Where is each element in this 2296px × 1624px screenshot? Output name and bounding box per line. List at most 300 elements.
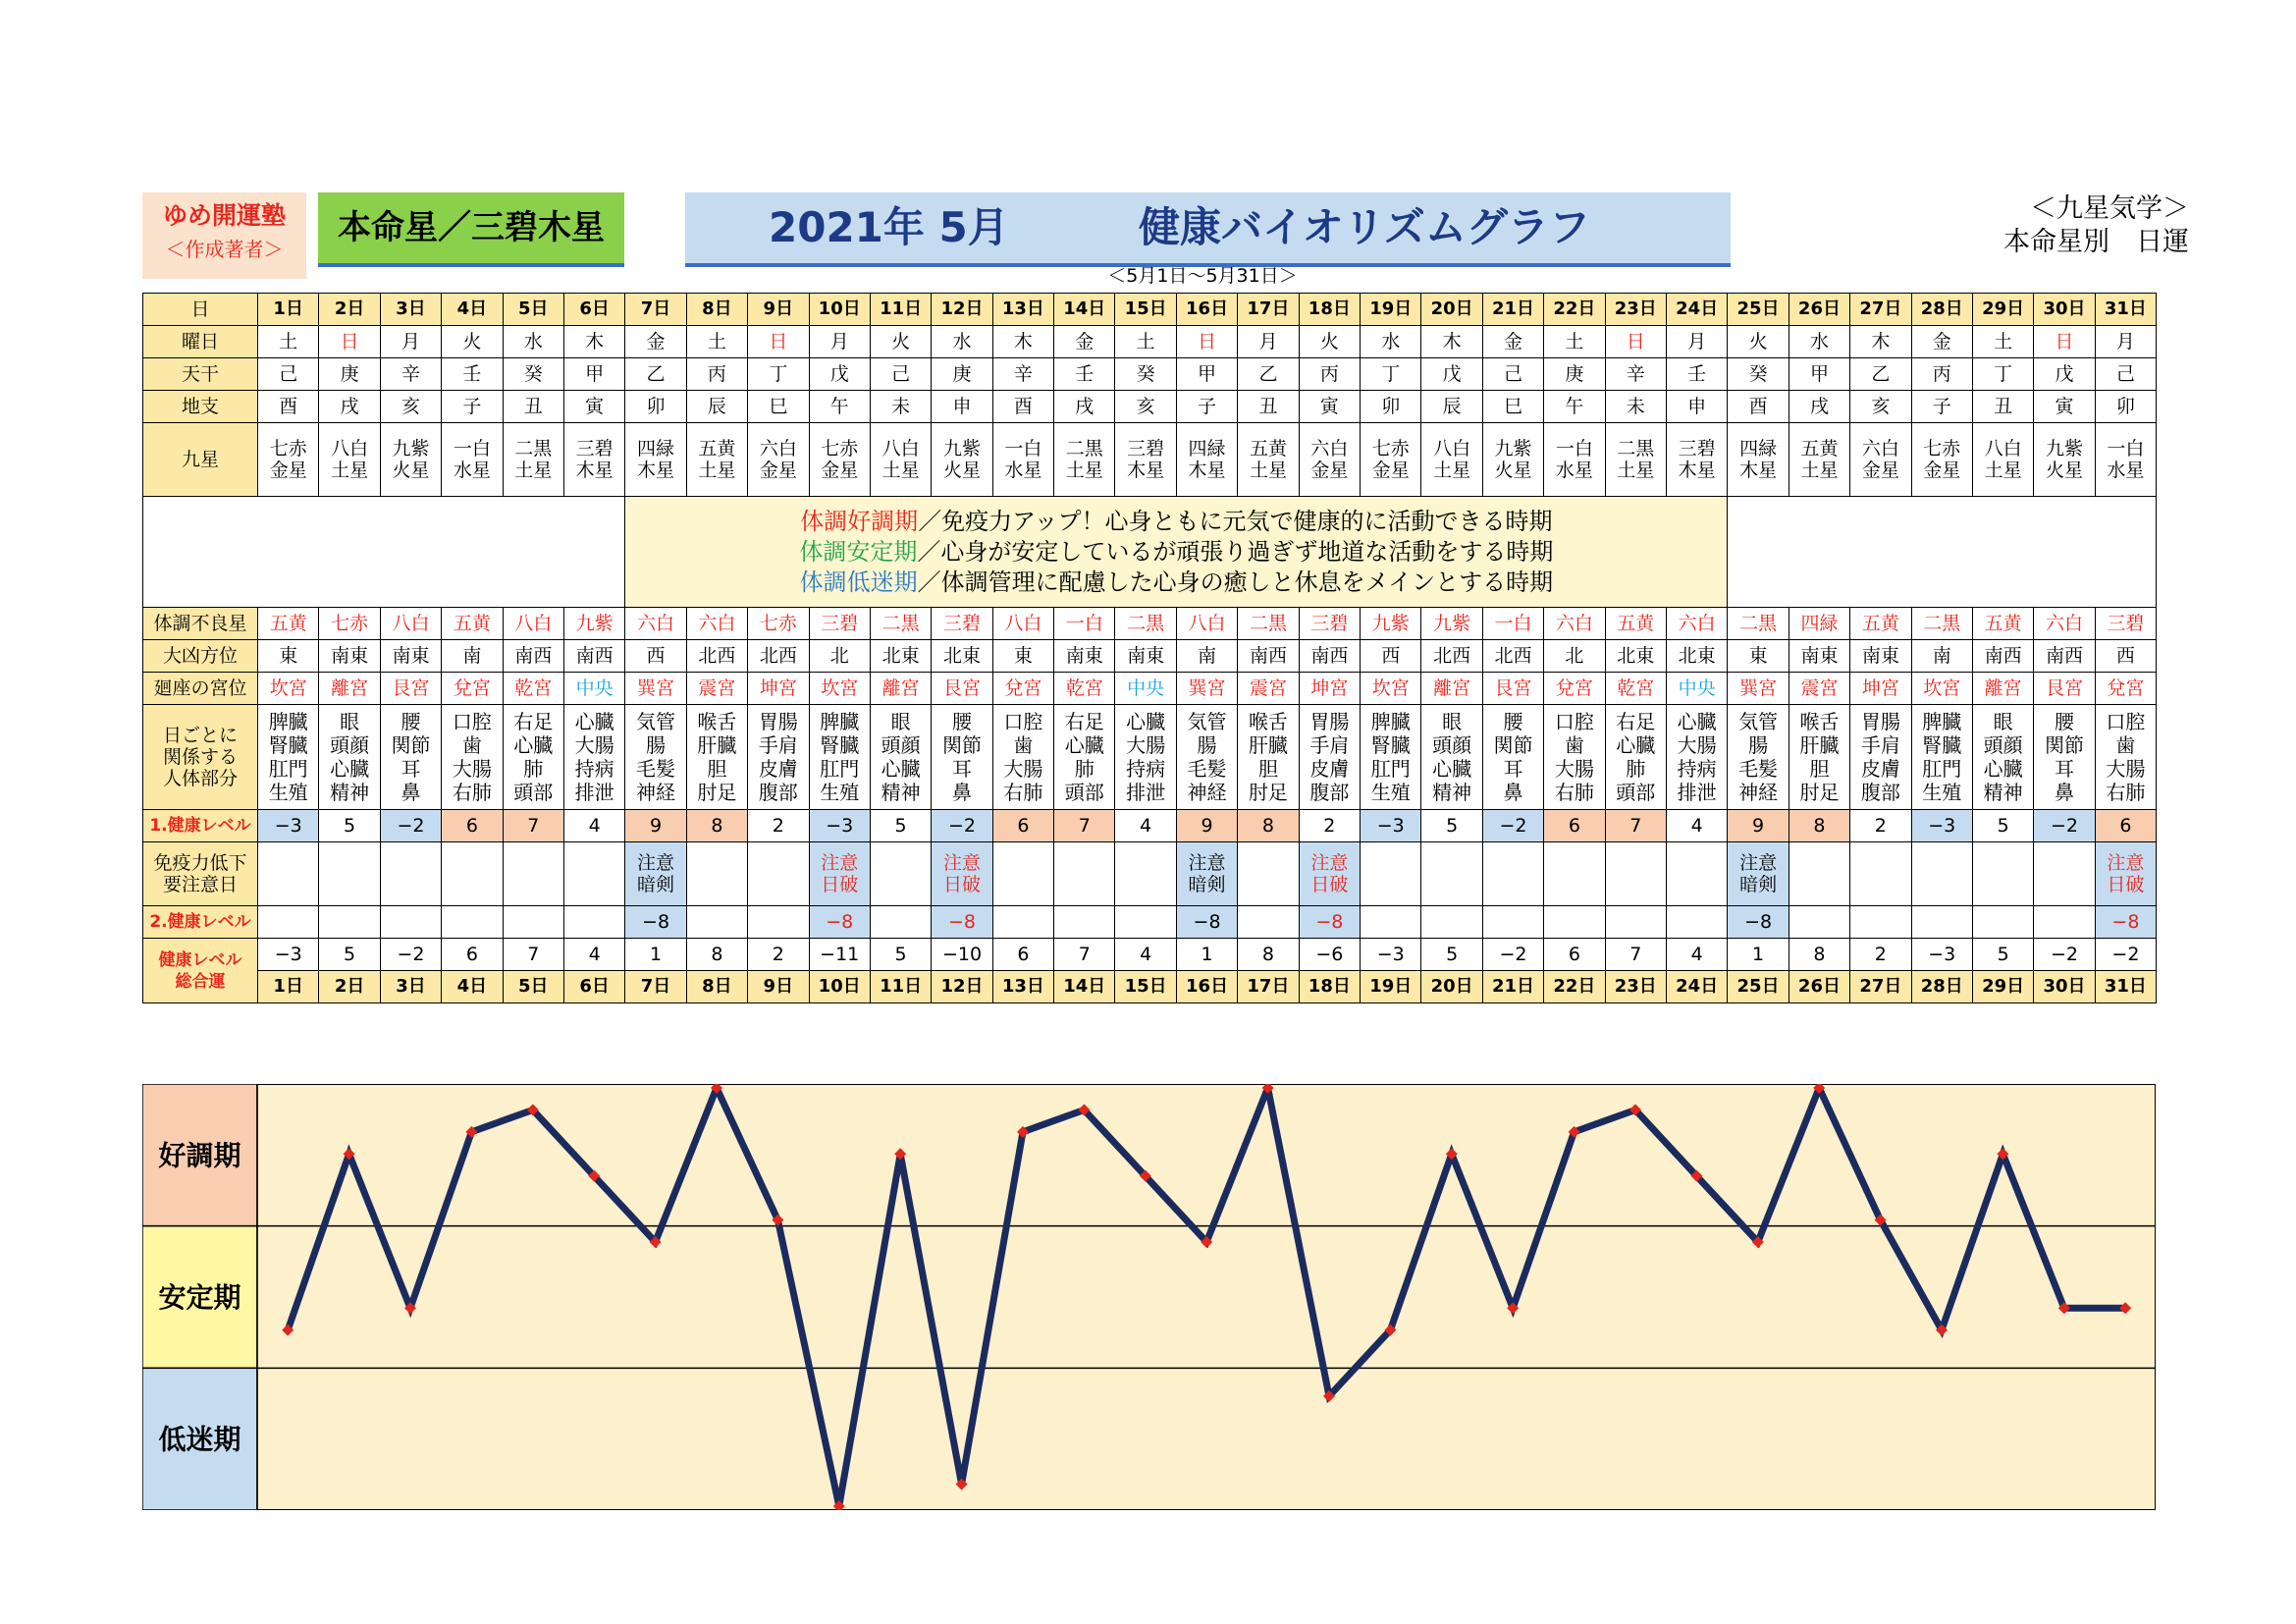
direction-cell: 南 — [1176, 640, 1237, 673]
direction-cell: 北 — [1544, 640, 1605, 673]
weekday-cell: 土 — [686, 326, 747, 358]
tenkan-cell: 丁 — [1361, 358, 1421, 391]
weekday-cell: 金 — [1054, 326, 1115, 358]
health-level1-cell: 7 — [1054, 810, 1115, 842]
day-cell: 28日 — [1911, 971, 1972, 1003]
row-kyusei — [143, 423, 2157, 497]
palace-cell: 坎宮 — [809, 673, 870, 705]
chishi-cell: 卯 — [2095, 391, 2156, 423]
tenkan-cell: 壬 — [1054, 358, 1115, 391]
day-cell: 30日 — [2034, 294, 2095, 326]
tenkan-cell: 戊 — [809, 358, 870, 391]
body-part-cell: 喉舌 肝臓 胆 肘足 — [1789, 705, 1849, 810]
health-level1-cell: 2 — [1850, 810, 1911, 842]
health-level2-cell — [1972, 906, 2033, 939]
day-cell: 13日 — [992, 294, 1053, 326]
total-level-cell: 5 — [870, 939, 931, 971]
caution-cell — [442, 842, 503, 906]
row-label-level2: 2.健康レベル — [143, 906, 258, 939]
health-level1-cell: 5 — [1972, 810, 2033, 842]
legend-good — [625, 507, 1727, 537]
palace-cell: 離宮 — [870, 673, 931, 705]
body-part-cell: 腰 関節 耳 鼻 — [380, 705, 441, 810]
chishi-cell: 卯 — [625, 391, 686, 423]
day-cell: 27日 — [1850, 294, 1911, 326]
chishi-cell: 酉 — [258, 391, 319, 423]
day-cell: 5日 — [503, 294, 563, 326]
weekday-cell: 金 — [1911, 326, 1972, 358]
kyusei-cell: 一白 水星 — [1544, 423, 1605, 497]
furyo-cell: 三碧 — [2095, 608, 2156, 640]
total-level-cell: −2 — [2095, 939, 2156, 971]
caution-cell: 注意 暗剣 — [625, 842, 686, 906]
date-range: ＜5月1日～5月31日＞ — [1107, 265, 1298, 287]
total-level-cell: −3 — [1361, 939, 1421, 971]
direction-cell: 南東 — [1054, 640, 1115, 673]
health-level2-cell — [442, 906, 503, 939]
direction-cell: 南西 — [1238, 640, 1299, 673]
caution-cell — [1850, 842, 1911, 906]
body-part-cell: 右足 心臓 肺 頭部 — [1605, 705, 1666, 810]
chishi-cell: 丑 — [1972, 391, 2033, 423]
palace-cell: 艮宮 — [2034, 673, 2095, 705]
kyusei-cell: 八白 土星 — [1421, 423, 1482, 497]
day-cell: 1日 — [258, 971, 319, 1003]
legend-low-term: 体調低迷期 — [799, 568, 918, 596]
kyusei-cell: 七赤 金星 — [258, 423, 319, 497]
health-level2-cell — [870, 906, 931, 939]
day-cell: 1日 — [258, 294, 319, 326]
kyusei-cell: 七赤 金星 — [1361, 423, 1421, 497]
health-level1-cell: 2 — [748, 810, 809, 842]
day-cell: 4日 — [442, 294, 503, 326]
palace-cell: 巽宮 — [1728, 673, 1789, 705]
palace-cell: 坎宮 — [258, 673, 319, 705]
kyusei-cell: 五黄 土星 — [1789, 423, 1849, 497]
chishi-cell: 亥 — [1115, 391, 1176, 423]
direction-cell: 東 — [1728, 640, 1789, 673]
furyo-cell: 五黄 — [442, 608, 503, 640]
weekday-cell: 土 — [1115, 326, 1176, 358]
furyo-cell: 九紫 — [1361, 608, 1421, 640]
health-level1-cell: 6 — [992, 810, 1053, 842]
direction-cell: 南東 — [380, 640, 441, 673]
body-part-cell: 右足 心臓 肺 頭部 — [503, 705, 563, 810]
total-level-cell: 1 — [625, 939, 686, 971]
weekday-cell: 日 — [319, 326, 380, 358]
caution-cell: 注意 日破 — [932, 842, 992, 906]
weekday-cell: 日 — [1176, 326, 1237, 358]
day-cell: 14日 — [1054, 971, 1115, 1003]
furyo-cell: 二黒 — [1728, 608, 1789, 640]
furyo-cell: 八白 — [380, 608, 441, 640]
weekday-cell: 火 — [870, 326, 931, 358]
tenkan-cell: 己 — [1482, 358, 1543, 391]
palace-cell: 乾宮 — [1605, 673, 1666, 705]
health-level1-cell: 6 — [442, 810, 503, 842]
row-label-chishi: 地支 — [143, 391, 258, 423]
body-part-cell: 喉舌 肝臓 胆 肘足 — [686, 705, 747, 810]
caution-cell — [563, 842, 624, 906]
body-part-cell: 右足 心臓 肺 頭部 — [1054, 705, 1115, 810]
day-cell: 20日 — [1421, 971, 1482, 1003]
health-level2-cell — [1054, 906, 1115, 939]
day-cell: 4日 — [442, 971, 503, 1003]
kyusei-cell: 六白 金星 — [1299, 423, 1360, 497]
day-cell: 13日 — [992, 971, 1053, 1003]
palace-cell: 巽宮 — [625, 673, 686, 705]
day-cell: 5日 — [503, 971, 563, 1003]
health-level2-cell: −8 — [1728, 906, 1789, 939]
row-day — [143, 294, 2157, 326]
body-part-cell: 胃腸 手肩 皮膚 腹部 — [1850, 705, 1911, 810]
palace-cell: 坤宮 — [748, 673, 809, 705]
furyo-cell: 二黒 — [1115, 608, 1176, 640]
row-label-kaiza: 廻座の宮位 — [143, 673, 258, 705]
page-title: 健康バイオリズムグラフ — [1139, 203, 1590, 251]
furyo-cell: 二黒 — [1238, 608, 1299, 640]
kyusei-cell: 一白 水星 — [992, 423, 1053, 497]
kyusei-cell: 九紫 火星 — [2034, 423, 2095, 497]
caution-cell — [503, 842, 563, 906]
row-label-total: 健康レベル 総合運 — [143, 939, 258, 1003]
weekday-cell: 月 — [1238, 326, 1299, 358]
day-cell: 9日 — [748, 971, 809, 1003]
palace-cell: 離宮 — [319, 673, 380, 705]
health-level1-cell: 8 — [1789, 810, 1849, 842]
kyusei-cell: 三碧 木星 — [563, 423, 624, 497]
total-level-cell: 8 — [1789, 939, 1849, 971]
caution-cell: 注意 暗剣 — [1176, 842, 1237, 906]
row-label-kyusei: 九星 — [143, 423, 258, 497]
row-chishi — [143, 391, 2157, 423]
body-part-cell: 胃腸 手肩 皮膚 腹部 — [748, 705, 809, 810]
kyusei-cell: 四緑 木星 — [625, 423, 686, 497]
health-level1-cell: −3 — [258, 810, 319, 842]
total-level-cell: 6 — [442, 939, 503, 971]
day-cell: 21日 — [1482, 294, 1543, 326]
day-cell: 19日 — [1361, 971, 1421, 1003]
row-total — [143, 939, 2157, 971]
total-level-cell: −6 — [1299, 939, 1360, 971]
total-level-cell: 8 — [686, 939, 747, 971]
direction-cell: 北東 — [1605, 640, 1666, 673]
kyusei-cell: 八白 土星 — [1972, 423, 2033, 497]
health-level2-cell — [1605, 906, 1666, 939]
palace-cell: 坎宮 — [1911, 673, 1972, 705]
row-label-day: 日 — [143, 294, 258, 326]
direction-cell: 北 — [809, 640, 870, 673]
health-level2-cell — [258, 906, 319, 939]
health-level2-cell — [1482, 906, 1543, 939]
day-cell: 24日 — [1666, 294, 1727, 326]
chishi-cell: 酉 — [1728, 391, 1789, 423]
row-label-caution: 免疫力低下 要注意日 — [143, 842, 258, 906]
tenkan-cell: 丙 — [1299, 358, 1360, 391]
day-cell: 10日 — [809, 294, 870, 326]
tenkan-cell: 庚 — [932, 358, 992, 391]
chishi-cell: 午 — [1544, 391, 1605, 423]
row-furyo — [143, 608, 2157, 640]
direction-cell: 南西 — [563, 640, 624, 673]
caution-cell — [1421, 842, 1482, 906]
tenkan-cell: 癸 — [1728, 358, 1789, 391]
weekday-cell: 木 — [1421, 326, 1482, 358]
palace-cell: 兌宮 — [442, 673, 503, 705]
caution-cell — [1666, 842, 1727, 906]
total-level-cell: −3 — [258, 939, 319, 971]
weekday-cell: 月 — [1666, 326, 1727, 358]
row-label-furyo: 体調不良星 — [143, 608, 258, 640]
body-part-cell: 脾臓 腎臓 肛門 生殖 — [1911, 705, 1972, 810]
total-level-cell: 2 — [1850, 939, 1911, 971]
kyusei-cell: 六白 金星 — [1850, 423, 1911, 497]
day-cell: 26日 — [1789, 294, 1849, 326]
day-cell: 22日 — [1544, 971, 1605, 1003]
health-level1-cell: 7 — [1605, 810, 1666, 842]
health-level2-cell — [380, 906, 441, 939]
weekday-cell: 月 — [380, 326, 441, 358]
palace-cell: 離宮 — [1421, 673, 1482, 705]
caution-cell — [870, 842, 931, 906]
furyo-cell: 三碧 — [809, 608, 870, 640]
kyusei-subtitle: 本命星別 日運 — [2003, 227, 2189, 257]
palace-cell: 艮宮 — [932, 673, 992, 705]
tenkan-cell: 丁 — [748, 358, 809, 391]
legend-blank-left — [143, 497, 625, 608]
health-level2-cell: −8 — [625, 906, 686, 939]
kyusei-cell: 七赤 金星 — [1911, 423, 1972, 497]
total-level-cell: 4 — [1666, 939, 1727, 971]
kyusei-title: ＜九星気学＞ — [2030, 193, 2189, 224]
body-part-cell: 心臓 大腸 持病 排泄 — [1666, 705, 1727, 810]
day-cell: 29日 — [1972, 971, 2033, 1003]
palace-cell: 兌宮 — [2095, 673, 2156, 705]
furyo-cell: 六白 — [686, 608, 747, 640]
health-level2-cell — [1850, 906, 1911, 939]
day-cell: 3日 — [380, 971, 441, 1003]
weekday-cell: 木 — [563, 326, 624, 358]
weekday-cell: 金 — [1482, 326, 1543, 358]
health-level1-cell: 4 — [1115, 810, 1176, 842]
honmei-star-label: 本命星／三碧木星 — [318, 192, 624, 267]
body-part-cell: 脾臓 腎臓 肛門 生殖 — [1361, 705, 1421, 810]
caution-cell: 注意 日破 — [2095, 842, 2156, 906]
legend-low-desc: ／体調管理に配慮した心身の癒しと休息をメインとする時期 — [917, 568, 1554, 596]
chishi-cell: 巳 — [748, 391, 809, 423]
row-houi — [143, 640, 2157, 673]
caution-cell: 注意 日破 — [809, 842, 870, 906]
health-level2-cell — [1789, 906, 1849, 939]
chishi-cell: 寅 — [563, 391, 624, 423]
weekday-cell: 日 — [748, 326, 809, 358]
health-level1-cell: −3 — [1361, 810, 1421, 842]
organization-subtitle: ＜作成著者＞ — [165, 238, 284, 261]
health-level1-cell: −2 — [2034, 810, 2095, 842]
furyo-cell: 六白 — [625, 608, 686, 640]
furyo-cell: 二黒 — [870, 608, 931, 640]
legend-stable-term: 体調安定期 — [799, 537, 918, 566]
body-part-cell: 口腔 歯 大腸 右肺 — [992, 705, 1053, 810]
caution-cell — [380, 842, 441, 906]
day-cell: 11日 — [870, 971, 931, 1003]
total-level-cell: −2 — [1482, 939, 1543, 971]
direction-cell: 北西 — [1421, 640, 1482, 673]
total-level-cell: 2 — [748, 939, 809, 971]
day-cell: 10日 — [809, 971, 870, 1003]
total-level-cell: 7 — [1605, 939, 1666, 971]
chishi-cell: 子 — [1176, 391, 1237, 423]
chishi-cell: 子 — [442, 391, 503, 423]
furyo-cell: 九紫 — [563, 608, 624, 640]
health-level2-cell — [1911, 906, 1972, 939]
palace-cell: 中央 — [1115, 673, 1176, 705]
day-cell: 8日 — [686, 294, 747, 326]
row-label-level1: 1.健康レベル — [143, 810, 258, 842]
zone-label-low: 低迷期 — [158, 1423, 241, 1456]
chishi-cell: 丑 — [503, 391, 563, 423]
day-cell: 23日 — [1605, 971, 1666, 1003]
organization-box — [142, 192, 306, 279]
palace-cell: 艮宮 — [380, 673, 441, 705]
day-cell: 15日 — [1115, 971, 1176, 1003]
total-level-cell: 4 — [1115, 939, 1176, 971]
total-level-cell: −2 — [2034, 939, 2095, 971]
direction-cell: 西 — [625, 640, 686, 673]
direction-cell: 南東 — [319, 640, 380, 673]
direction-cell: 南西 — [503, 640, 563, 673]
palace-cell: 兌宮 — [1544, 673, 1605, 705]
weekday-cell: 火 — [1728, 326, 1789, 358]
caution-cell — [1789, 842, 1849, 906]
tenkan-cell: 辛 — [992, 358, 1053, 391]
health-level2-cell — [503, 906, 563, 939]
furyo-cell: 五黄 — [258, 608, 319, 640]
total-level-cell: −2 — [380, 939, 441, 971]
direction-cell: 東 — [258, 640, 319, 673]
weekday-cell: 木 — [1850, 326, 1911, 358]
furyo-cell: 一白 — [1054, 608, 1115, 640]
legend-good-term: 体調好調期 — [800, 507, 919, 535]
day-cell: 12日 — [932, 294, 992, 326]
chart-plot-area — [142, 1084, 2156, 1510]
direction-cell: 西 — [2095, 640, 2156, 673]
caution-cell — [1911, 842, 1972, 906]
total-level-cell: −3 — [1911, 939, 1972, 971]
direction-cell: 南西 — [1299, 640, 1360, 673]
legend-blank-right — [1728, 497, 2157, 608]
body-part-cell: 気管 腸 毛髪 神経 — [625, 705, 686, 810]
day-cell: 6日 — [563, 294, 624, 326]
body-part-cell: 腰 関節 耳 鼻 — [932, 705, 992, 810]
weekday-cell: 水 — [503, 326, 563, 358]
chishi-cell: 未 — [870, 391, 931, 423]
total-level-cell: 4 — [563, 939, 624, 971]
tenkan-cell: 辛 — [380, 358, 441, 391]
palace-cell: 中央 — [563, 673, 624, 705]
palace-cell: 兌宮 — [992, 673, 1053, 705]
day-cell: 18日 — [1299, 971, 1360, 1003]
day-cell: 12日 — [932, 971, 992, 1003]
day-cell: 26日 — [1789, 971, 1849, 1003]
weekday-cell: 水 — [1789, 326, 1849, 358]
row-body — [143, 705, 2157, 810]
health-level2-cell: −8 — [809, 906, 870, 939]
tenkan-cell: 庚 — [319, 358, 380, 391]
caution-cell — [1238, 842, 1299, 906]
health-level1-cell: −3 — [809, 810, 870, 842]
day-cell: 27日 — [1850, 971, 1911, 1003]
day-cell: 25日 — [1728, 294, 1789, 326]
row-label-houi: 大凶方位 — [143, 640, 258, 673]
caution-cell — [258, 842, 319, 906]
caution-cell — [1115, 842, 1176, 906]
health-level1-cell: 7 — [503, 810, 563, 842]
day-cell: 22日 — [1544, 294, 1605, 326]
health-level1-cell: 6 — [1544, 810, 1605, 842]
day-cell: 7日 — [625, 971, 686, 1003]
tenkan-cell: 甲 — [563, 358, 624, 391]
title-year-month: 2021年 5月 — [769, 203, 1009, 251]
row-legend — [143, 497, 2157, 608]
palace-cell: 震宮 — [1238, 673, 1299, 705]
chishi-cell: 戌 — [319, 391, 380, 423]
total-level-cell: 5 — [319, 939, 380, 971]
caution-cell — [319, 842, 380, 906]
direction-cell: 東 — [992, 640, 1053, 673]
direction-cell: 北東 — [932, 640, 992, 673]
health-level2-cell — [2034, 906, 2095, 939]
body-part-cell: 眼 頭顔 心臓 精神 — [319, 705, 380, 810]
row-label-tenkan: 天干 — [143, 358, 258, 391]
direction-cell: 南東 — [1850, 640, 1911, 673]
caution-cell: 注意 日破 — [1299, 842, 1360, 906]
kyusei-cell: 七赤 金星 — [809, 423, 870, 497]
direction-cell: 南西 — [2034, 640, 2095, 673]
health-level2-cell — [1115, 906, 1176, 939]
body-part-cell: 口腔 歯 大腸 右肺 — [442, 705, 503, 810]
day-cell: 3日 — [380, 294, 441, 326]
chishi-cell: 申 — [932, 391, 992, 423]
health-level2-cell: −8 — [2095, 906, 2156, 939]
caution-cell — [1361, 842, 1421, 906]
tenkan-cell: 乙 — [1850, 358, 1911, 391]
furyo-cell: 五黄 — [1972, 608, 2033, 640]
weekday-cell: 日 — [1605, 326, 1666, 358]
furyo-cell: 八白 — [992, 608, 1053, 640]
tenkan-cell: 乙 — [1238, 358, 1299, 391]
furyo-cell: 八白 — [1176, 608, 1237, 640]
total-level-cell: 5 — [1972, 939, 2033, 971]
chishi-cell: 戌 — [1054, 391, 1115, 423]
row-label-weekday: 曜日 — [143, 326, 258, 358]
tenkan-cell: 庚 — [1544, 358, 1605, 391]
tenkan-cell: 壬 — [1666, 358, 1727, 391]
day-cell: 9日 — [748, 294, 809, 326]
health-level2-cell — [1421, 906, 1482, 939]
palace-cell: 離宮 — [1972, 673, 2033, 705]
health-level2-cell — [563, 906, 624, 939]
organization-name: ゆめ開運塾 — [162, 201, 286, 230]
direction-cell: 西 — [1361, 640, 1421, 673]
tenkan-cell: 丙 — [686, 358, 747, 391]
kyusei-cell: 四緑 木星 — [1728, 423, 1789, 497]
day-cell: 16日 — [1176, 971, 1237, 1003]
day-cell: 8日 — [686, 971, 747, 1003]
chishi-cell: 巳 — [1482, 391, 1543, 423]
weekday-cell: 日 — [2034, 326, 2095, 358]
furyo-cell: 三碧 — [1299, 608, 1360, 640]
